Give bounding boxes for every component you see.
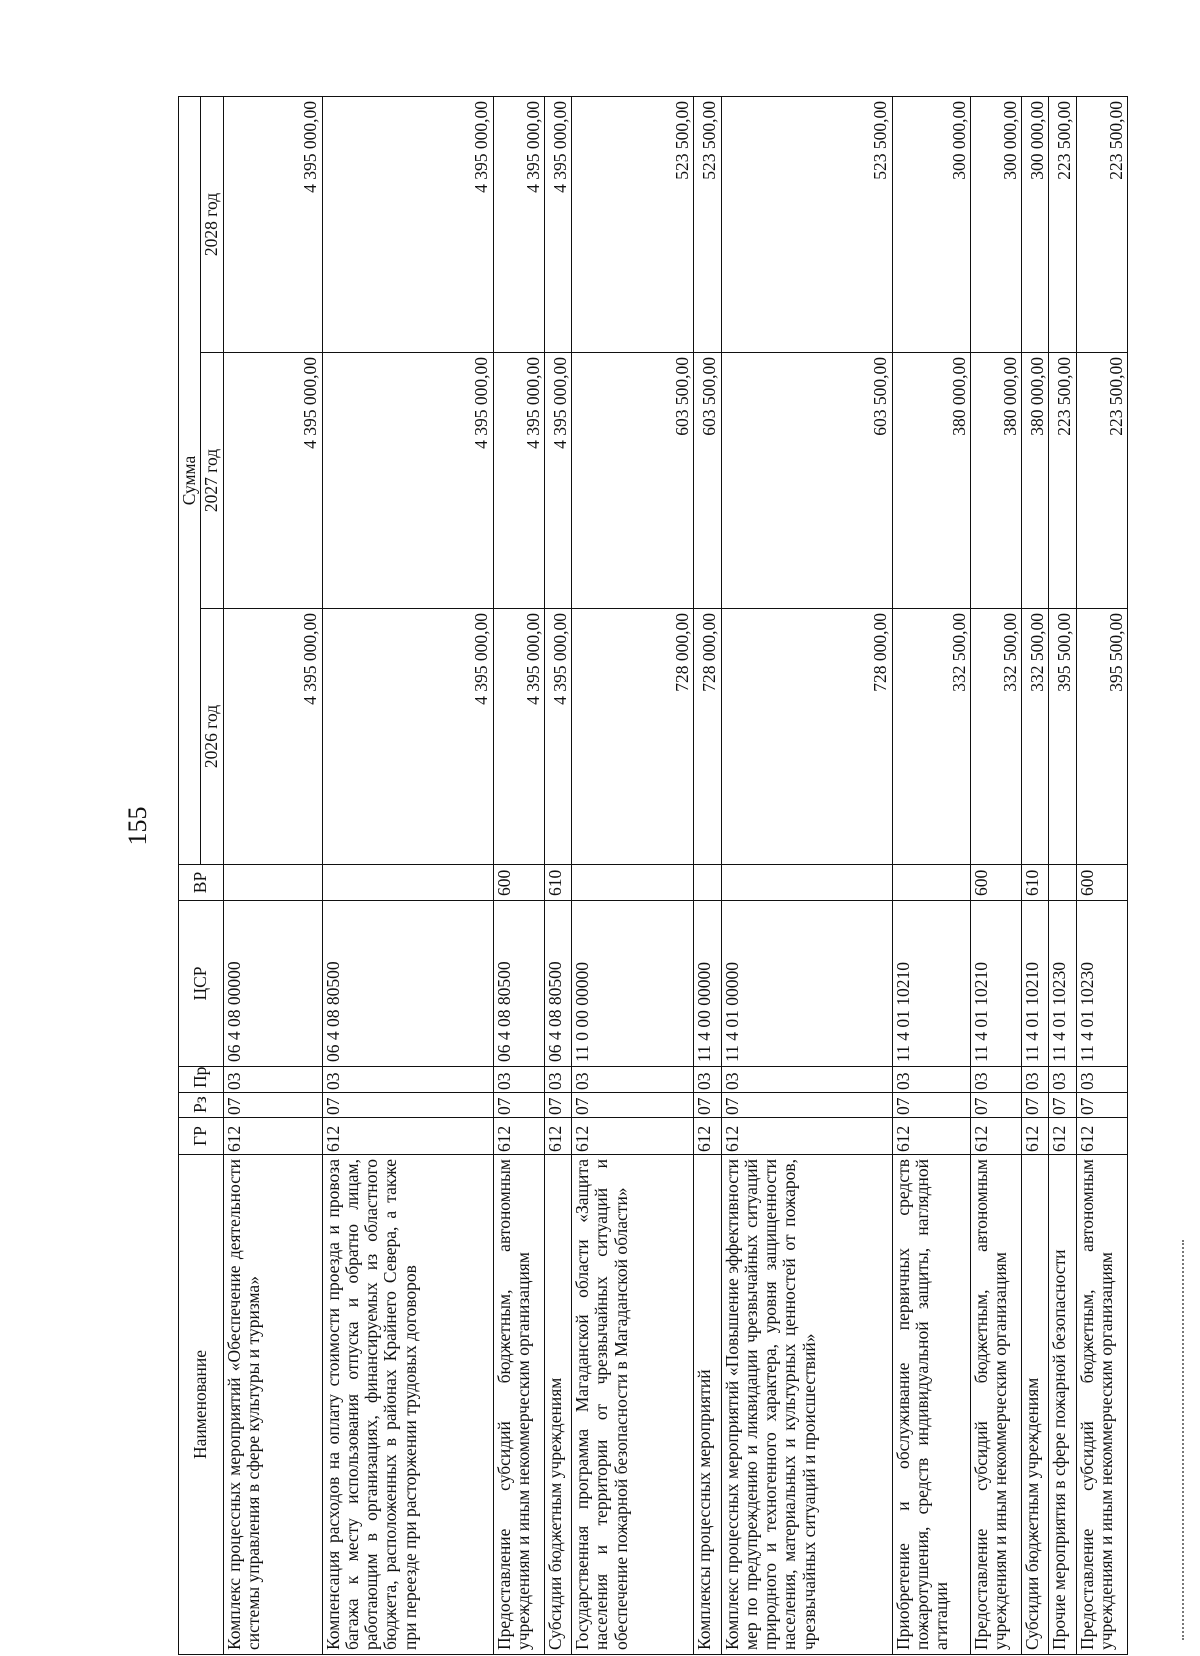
header-row-1 (179, 96, 201, 1654)
row-pr: 03 (223, 1067, 322, 1093)
row-pr: 03 (1076, 1067, 1127, 1093)
row-name: Приобретение и обслуживание первичных средств пожаротушения, средств индивидуальной защиты, наглядной агитации (892, 1155, 970, 1655)
row-value-2028: 4 395 000,00 (544, 96, 571, 352)
row-pr: 03 (892, 1067, 970, 1093)
row-value-2028: 223 500,00 (1049, 96, 1076, 352)
row-pr: 03 (322, 1067, 493, 1093)
row-name: Государственная программа Магаданской области «Защита населения и территории от чрезвычайных ситуаций и обеспечение пожарной безопасности в Магаданской области» (572, 1155, 694, 1655)
row-pr: 03 (694, 1067, 721, 1093)
row-csr: 06 4 08 80500 (322, 901, 493, 1067)
row-rz: 07 (322, 1093, 493, 1118)
row-value-2027: 223 500,00 (1076, 353, 1127, 609)
row-value-2027: 4 395 000,00 (223, 353, 322, 609)
row-vr (892, 865, 970, 901)
header-name: Наименование (179, 1155, 224, 1655)
table-row (721, 96, 892, 1654)
row-rz: 07 (572, 1093, 694, 1118)
row-gr: 612 (970, 1118, 1021, 1155)
row-vr: 600 (1076, 865, 1127, 901)
row-pr: 03 (1022, 1067, 1049, 1093)
row-value-2026: 332 500,00 (970, 609, 1021, 865)
header-sum: Сумма (179, 96, 201, 864)
row-value-2026: 4 395 000,00 (493, 609, 544, 865)
row-gr: 612 (544, 1118, 571, 1155)
row-gr: 612 (572, 1118, 694, 1155)
row-name: Комплекс процессных мероприятий «Обеспечение деятельности системы управления в сфере культуры и туризма» (223, 1155, 322, 1655)
row-vr (721, 865, 892, 901)
row-csr: 06 4 08 80500 (493, 901, 544, 1067)
row-gr: 612 (1049, 1118, 1076, 1155)
row-gr: 612 (223, 1118, 322, 1155)
table-row (1049, 96, 1076, 1654)
row-value-2027: 380 000,00 (1022, 353, 1049, 609)
row-value-2027: 4 395 000,00 (493, 353, 544, 609)
row-name: Предоставление субсидий бюджетным, автономным учреждениям и иным некоммерческим организациям (1076, 1155, 1127, 1655)
row-csr: 11 4 00 00000 (694, 901, 721, 1067)
row-value-2026: 395 500,00 (1049, 609, 1076, 865)
row-vr (223, 865, 322, 901)
row-value-2027: 380 000,00 (892, 353, 970, 609)
header-2028: 2028 год (201, 96, 223, 352)
row-vr: 600 (493, 865, 544, 901)
header-csr: ЦСР (179, 901, 224, 1067)
row-rz: 07 (892, 1093, 970, 1118)
row-value-2026: 395 500,00 (1076, 609, 1127, 865)
row-rz: 07 (493, 1093, 544, 1118)
row-gr: 612 (1076, 1118, 1127, 1155)
row-pr: 03 (721, 1067, 892, 1093)
row-value-2026: 4 395 000,00 (544, 609, 571, 865)
table-row (544, 96, 571, 1654)
row-value-2026: 332 500,00 (1022, 609, 1049, 865)
row-vr (694, 865, 721, 901)
row-value-2027: 223 500,00 (1049, 353, 1076, 609)
row-value-2028: 523 500,00 (694, 96, 721, 352)
row-vr (572, 865, 694, 901)
table-row (1076, 96, 1127, 1654)
row-csr: 11 4 01 00000 (721, 901, 892, 1067)
row-csr: 11 4 01 10210 (1022, 901, 1049, 1067)
row-value-2027: 380 000,00 (970, 353, 1021, 609)
row-gr: 612 (892, 1118, 970, 1155)
row-rz: 07 (970, 1093, 1021, 1118)
budget-table (178, 96, 1128, 1655)
table-row (572, 96, 694, 1654)
row-value-2028: 4 395 000,00 (493, 96, 544, 352)
row-pr: 03 (493, 1067, 544, 1093)
row-csr: 11 4 01 10230 (1049, 901, 1076, 1067)
rotated-table-wrapper (178, 97, 1128, 1655)
table-row (970, 96, 1021, 1654)
row-rz: 07 (721, 1093, 892, 1118)
header-pr: Пр (179, 1067, 224, 1093)
row-vr (322, 865, 493, 901)
row-value-2027: 4 395 000,00 (544, 353, 571, 609)
row-name: Субсидии бюджетным учреждениям (544, 1155, 571, 1655)
row-name: Предоставление субсидий бюджетным, автономным учреждениям и иным некоммерческим организациям (493, 1155, 544, 1655)
header-2027: 2027 год (201, 353, 223, 609)
row-rz: 07 (544, 1093, 571, 1118)
page-edge-marks (1182, 1240, 1186, 1640)
table-row (493, 96, 544, 1654)
row-pr: 03 (544, 1067, 571, 1093)
table-row (322, 96, 493, 1654)
row-vr (1049, 865, 1076, 901)
row-rz: 07 (1049, 1093, 1076, 1118)
row-value-2028: 4 395 000,00 (223, 96, 322, 352)
row-gr: 612 (493, 1118, 544, 1155)
row-rz: 07 (223, 1093, 322, 1118)
row-name: Комплексы процессных мероприятий (694, 1155, 721, 1655)
row-csr: 11 4 01 10210 (970, 901, 1021, 1067)
row-name: Прочие мероприятия в сфере пожарной безопасности (1049, 1155, 1076, 1655)
row-gr: 612 (694, 1118, 721, 1155)
row-vr: 610 (544, 865, 571, 901)
row-name: Компенсация расходов на оплату стоимости проезда и провоза багажа к месту использования отпуска и обратно лицам, работающим в организациях, финансируемых из областного бюджета, расположенных в районах Крайнего Севера, а также при переезде при расторжении трудовых договоров (322, 1155, 493, 1655)
row-value-2027: 603 500,00 (721, 353, 892, 609)
row-value-2026: 4 395 000,00 (223, 609, 322, 865)
row-value-2028: 300 000,00 (970, 96, 1021, 352)
row-value-2028: 300 000,00 (1022, 96, 1049, 352)
row-rz: 07 (1076, 1093, 1127, 1118)
row-value-2028: 300 000,00 (892, 96, 970, 352)
row-name: Комплекс процессных мероприятий «Повышение эффективности мер по предупреждению и ликвидации чрезвычайных ситуаций природного и техногенного характера, уровня защищенности населения, материальных и культурных ценностей от пожаров, чрезвычайных ситуаций и происшествий» (721, 1155, 892, 1655)
row-csr: 06 4 08 00000 (223, 901, 322, 1067)
header-gr: ГР (179, 1118, 224, 1155)
row-vr: 600 (970, 865, 1021, 901)
row-pr: 03 (970, 1067, 1021, 1093)
row-value-2027: 603 500,00 (572, 353, 694, 609)
row-csr: 11 0 00 00000 (572, 901, 694, 1067)
row-rz: 07 (694, 1093, 721, 1118)
header-rz: Рз (179, 1093, 224, 1118)
table-row (1022, 96, 1049, 1654)
row-gr: 612 (721, 1118, 892, 1155)
row-value-2026: 728 000,00 (572, 609, 694, 865)
table-row (223, 96, 322, 1654)
row-gr: 612 (322, 1118, 493, 1155)
header-vr: ВР (179, 865, 224, 901)
row-value-2028: 223 500,00 (1076, 96, 1127, 352)
row-csr: 11 4 01 10210 (892, 901, 970, 1067)
row-gr: 612 (1022, 1118, 1049, 1155)
row-value-2026: 4 395 000,00 (322, 609, 493, 865)
row-value-2028: 523 500,00 (572, 96, 694, 352)
row-value-2026: 728 000,00 (694, 609, 721, 865)
header-2026: 2026 год (201, 609, 223, 865)
page-number: 155 (123, 806, 152, 846)
row-csr: 06 4 08 80500 (544, 901, 571, 1067)
row-value-2027: 603 500,00 (694, 353, 721, 609)
row-rz: 07 (1022, 1093, 1049, 1118)
row-value-2026: 728 000,00 (721, 609, 892, 865)
table-row (694, 96, 721, 1654)
row-csr: 11 4 01 10230 (1076, 901, 1127, 1067)
row-name: Субсидии бюджетным учреждениям (1022, 1155, 1049, 1655)
row-value-2028: 4 395 000,00 (322, 96, 493, 352)
table-row (892, 96, 970, 1654)
row-pr: 03 (572, 1067, 694, 1093)
row-value-2027: 4 395 000,00 (322, 353, 493, 609)
row-pr: 03 (1049, 1067, 1076, 1093)
row-value-2028: 523 500,00 (721, 96, 892, 352)
row-name: Предоставление субсидий бюджетным, автономным учреждениям и иным некоммерческим организациям (970, 1155, 1021, 1655)
row-value-2026: 332 500,00 (892, 609, 970, 865)
row-vr: 610 (1022, 865, 1049, 901)
